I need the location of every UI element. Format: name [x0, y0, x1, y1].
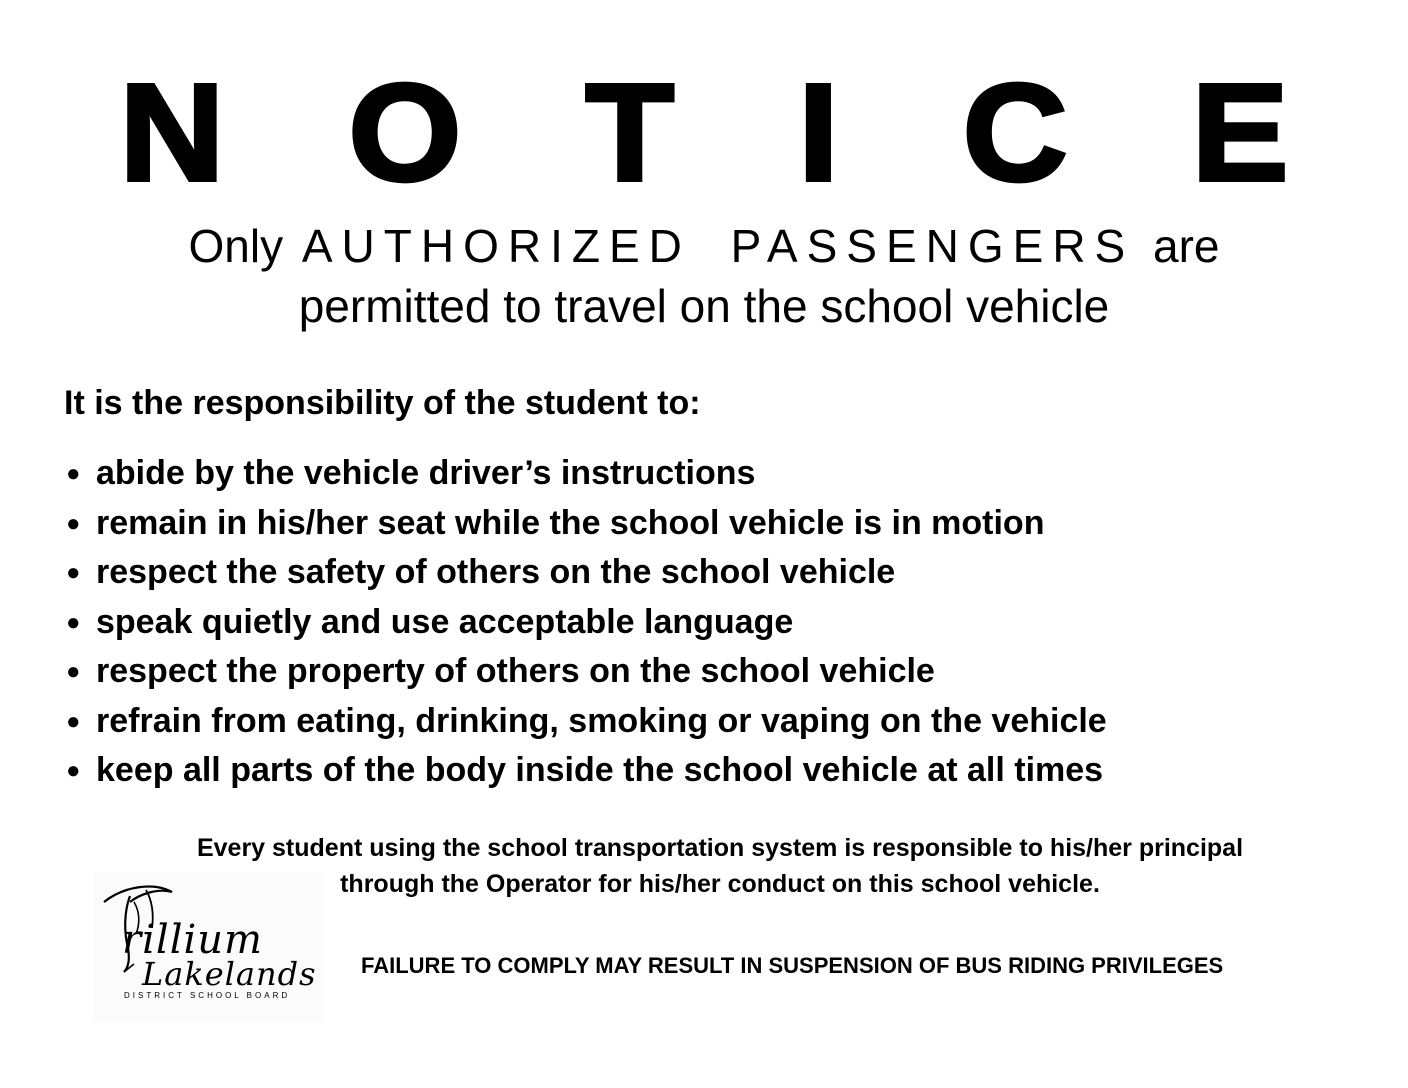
- rule-text: respect the property of others on the school vehicle: [96, 652, 935, 690]
- rule-text: speak quietly and use acceptable language: [96, 602, 794, 641]
- rule-text: keep all parts of the body inside the school vehicle at all times: [96, 751, 1104, 789]
- rules-list: [66, 449, 1107, 796]
- bullet-icon: ●: [66, 509, 81, 537]
- logo-word-lakelands: Lakelands: [142, 955, 317, 993]
- responsibility-heading: It is the responsibility of the student to:: [64, 384, 701, 422]
- bullet-icon: ●: [66, 608, 81, 636]
- rule-item: [66, 647, 1107, 697]
- notice-title: N O T I C E: [119, 56, 1331, 210]
- logo-word-trillium: rillium: [122, 917, 263, 963]
- rule-item: [66, 746, 1107, 796]
- responsibility-note-line-2: through the Operator for his/her conduct on this school vehicle.: [340, 870, 1100, 898]
- trillium-lakelands-logo: [94, 872, 324, 1022]
- rule-item: [66, 449, 1107, 499]
- subtitle-line-2: permitted to travel on the school vehicle: [298, 280, 1110, 332]
- rule-item: [66, 598, 1107, 648]
- rule-text: refrain from eating, drinking, smoking or vaping on the vehicle: [96, 701, 1107, 740]
- responsibility-note-line-1: Every student using the school transportation system is responsible to his/her principal: [196, 834, 1244, 862]
- authorized-passengers-statement: [0, 216, 1408, 336]
- subtitle-suffix: are: [1153, 220, 1220, 272]
- logo-subtitle: DISTRICT SCHOOL BOARD: [124, 991, 291, 1000]
- bullet-icon: ●: [66, 559, 81, 586]
- rule-item: [66, 499, 1107, 549]
- subtitle-line-1: [0, 216, 1408, 276]
- bullet-icon: ●: [66, 460, 81, 487]
- bullet-icon: ●: [66, 757, 81, 784]
- failure-warning: FAILURE TO COMPLY MAY RESULT IN SUSPENSION OF BUS RIDING PRIVILEGES: [361, 953, 1224, 978]
- rule-item: [66, 548, 1107, 598]
- rule-text: remain in his/her seat while the school vehicle is in motion: [96, 503, 1045, 542]
- subtitle-emphasis: AUTHORIZED PASSENGERS: [301, 220, 1135, 272]
- rule-text: abide by the vehicle driver’s instructions: [96, 454, 756, 492]
- rule-item: [66, 697, 1107, 747]
- bullet-icon: ●: [66, 658, 81, 685]
- rule-text: respect the safety of others on the school vehicle: [96, 553, 896, 591]
- subtitle-prefix: Only: [188, 220, 284, 272]
- bullet-icon: ●: [66, 707, 81, 735]
